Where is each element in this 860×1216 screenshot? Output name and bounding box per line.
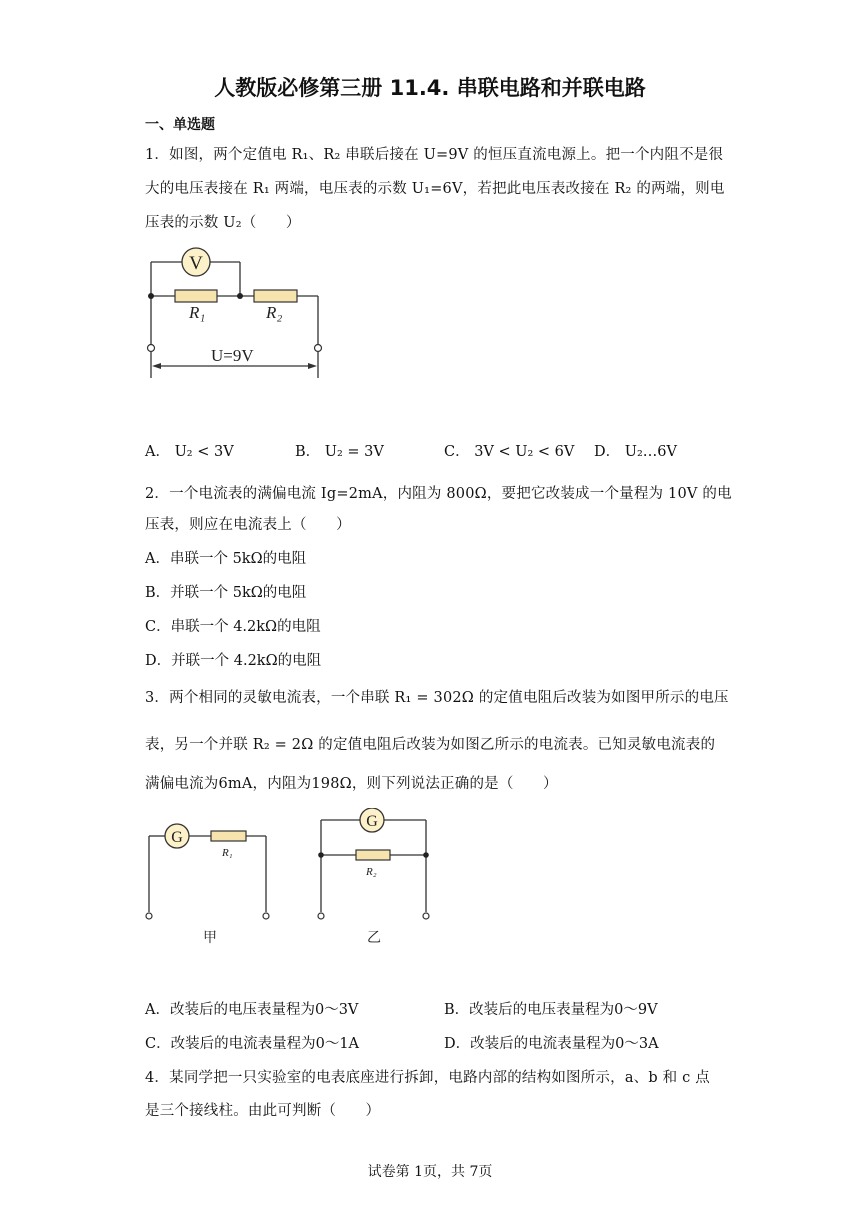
r2-label: R₂ [266, 303, 283, 322]
q1-circuit-diagram [140, 240, 340, 380]
page-footer: 试卷第 1页，共 7页 [367, 1164, 493, 1180]
q1-line-1: 1．如图，两个定值电 R₁、R₂ 串联后接在 U=9V 的恒压直流电源上。把一个内阻不是很 [145, 147, 724, 163]
q1-option-b[interactable]: B． U₂ = 3V [295, 444, 384, 460]
yi-resistor-r2 [356, 850, 390, 860]
jia-label: 甲 [203, 931, 217, 946]
q3-option-d[interactable]: D．改装后的电流表量程为0～3A [444, 1036, 659, 1052]
jia-resistor-r1 [211, 831, 246, 841]
page-title: 人教版必修第三册 11.4. 串联电路和并联电路 [214, 76, 646, 100]
yi-r2-label: R₂ [366, 866, 377, 878]
q2-option-b[interactable]: B．并联一个 5kΩ的电阻 [145, 585, 307, 601]
q2-option-d[interactable]: D．并联一个 4.2kΩ的电阻 [145, 653, 322, 669]
q3-line-1: 3．两个相同的灵敏电流表，一个串联 R₁ = 302Ω 的定值电阻后改装为如图甲所示的电压 [145, 690, 729, 706]
q3-line-2: 表，另一个并联 R₂ = 2Ω 的定值电阻后改装为如图乙所示的电流表。已知灵敏电流表的 [145, 737, 716, 753]
q3-line-3: 满偏电流为6mA，内阻为198Ω，则下列说法正确的是（ ） [145, 776, 558, 792]
q4-line-2: 是三个接线柱。由此可判断（ ） [145, 1103, 381, 1119]
q1-option-d[interactable]: D． U₂…6V [594, 444, 677, 460]
q2-option-a[interactable]: A．串联一个 5kΩ的电阻 [145, 551, 307, 567]
q2-option-c[interactable]: C．串联一个 4.2kΩ的电阻 [145, 619, 321, 635]
q2-line-2: 压表，则应在电流表上（ ） [145, 517, 351, 533]
q1-option-c[interactable]: C． 3V < U₂ < 6V [444, 444, 575, 460]
q1-line-2: 大的电压表接在 R₁ 两端，电压表的示数 U₁=6V，若把此电压表改接在 R₂ 的两端，则电 [145, 181, 725, 197]
section-heading: 一、单选题 [145, 117, 215, 133]
q1-option-a[interactable]: A． U₂ < 3V [145, 444, 234, 460]
voltmeter-label: V [189, 253, 203, 274]
r1-label: R₁ [189, 303, 206, 322]
q3-option-b[interactable]: B．改装后的电压表量程为0～9V [444, 1002, 658, 1018]
q1-line-3: 压表的示数 U₂（ ） [145, 215, 301, 231]
q2-line-1: 2．一个电流表的满偏电流 Ig=2mA，内阻为 800Ω，要把它改装成一个量程为 10V 的电 [145, 486, 732, 502]
resistor-r1 [175, 290, 217, 302]
jia-r1-label: R₁ [222, 847, 233, 859]
q3-option-a[interactable]: A．改装后的电压表量程为0～3V [145, 1002, 359, 1018]
q3-circuit-diagrams [140, 808, 440, 948]
q4-line-1: 4．某同学把一只实验室的电表底座进行拆卸，电路内部的结构如图所示，a、b 和 c 点 [145, 1070, 710, 1086]
jia-galvanometer-label: G [171, 829, 183, 846]
yi-galvanometer-label: G [366, 813, 378, 830]
resistor-r2 [254, 290, 297, 302]
yi-label: 乙 [367, 931, 381, 946]
q3-option-c[interactable]: C．改装后的电流表量程为0～1A [145, 1036, 360, 1052]
voltage-label: U=9V [211, 346, 254, 365]
